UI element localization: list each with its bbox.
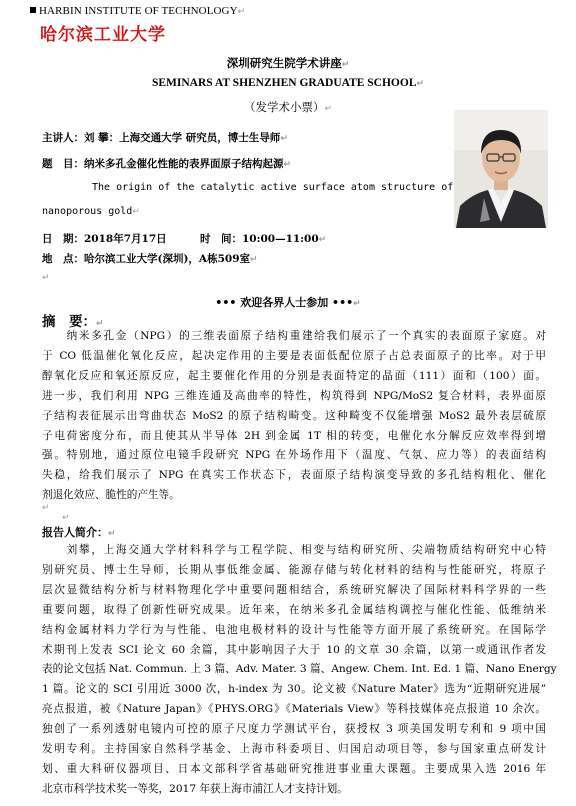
- speaker-portrait-icon: [454, 110, 548, 228]
- date-label: 日 期：: [42, 233, 84, 245]
- date-row: 日 期：2018年7月17日 时 间：10:00—11:00↵: [42, 233, 327, 245]
- bio-line: 1 篇。论文的 SCI 引用近 3000 次，h-index 为 30。论文被《Nature Mater》选为“近期研究进展”: [42, 683, 546, 696]
- place-row: 地 点：哈尔滨工业大学(深圳)，A栋509室↵: [42, 253, 258, 265]
- abstract-line: 醇氧化反应和氧还原反应，起主要催化作用的分别是表面特定的晶面（111）面和（100）面。: [42, 369, 546, 382]
- institution-name: HARBIN INSTITUTE OF TECHNOLOGY: [39, 5, 238, 17]
- bio-line: 发明专利。主持国家自然科学基金、上海市科委项目、归国启动项目等，参与国家重点研发计: [42, 743, 546, 756]
- abstract-line: 强。特别地，通过原位电镜手段研究 NPG 在外场作用下（温度、气氛、应力等）的表面结构: [42, 449, 546, 462]
- abstract-body: [42, 327, 546, 506]
- bio-line: 亮点报道，被《Nature Japan》《PHYS.ORG》《Materials View》等科技媒体亮点报道 10 余次。: [42, 703, 546, 716]
- bio-line: 独创了一系列透射电镜内可控的原子尺度力学测试平台，获授权 3 项美国发明专利和 9 项中国: [42, 723, 546, 736]
- place-value: 哈尔滨工业大学(深圳)，A栋509室: [84, 253, 250, 265]
- topic-value-cn: 纳米多孔金催化性能的表界面原子结构起源: [84, 158, 284, 170]
- topic-value-en-line2: nanoporous gold↵: [42, 206, 140, 217]
- bio-line: 北京市科学技术奖一等奖，2017 年获上海市浦江人才支持计划。: [42, 782, 348, 795]
- institution-header: HARBIN INSTITUTE OF TECHNOLOGY↵: [30, 5, 245, 17]
- abstract-line: 子结构表征展示出弯曲状态 MoS2 的原子结构畸变。这种畸变不仅能增强 MoS2 最外表层硫原: [42, 409, 546, 422]
- abstract-heading: 摘 要：↵: [42, 314, 104, 330]
- place-label: 地 点：: [42, 253, 84, 265]
- bio-line: 划、重大科研仪器项目、日本文部科学省基础研究推进事业重大课题。主要成果入选 2016 年: [42, 762, 546, 775]
- speaker-row: 主讲人：刘 攀：上海交通大学 研究员，博士生导师↵: [42, 132, 288, 144]
- abstract-line: 进一步，我们利用 NPG 三维连通及高曲率的特性，构筑得到 NPG/MoS2 复合材料，表界面原: [42, 389, 546, 402]
- bio-line: 层次显微结构分析与材料物理化学中重要问题相结合，系统研究解决了国际材料科学界的一些: [42, 583, 546, 596]
- bio-line: 表的论文包括 Nat. Commun. 上 3 篇、Adv. Mater. 3 篇、Angew. Chem. Int. Ed. 1 篇、Nano Energy: [42, 663, 557, 676]
- university-logo-text: 哈尔滨工业大学: [40, 25, 166, 45]
- ticket-note: （发学术小票）↵: [243, 100, 333, 114]
- bio-heading: 报告人简介：↵: [42, 526, 116, 539]
- abstract-line: 失稳，给我们展示了 NPG 在真实工作状态下，表面原子结构演变导致的多孔结构粗化、催化: [42, 469, 546, 482]
- abstract-line: 于 CO 低温催化氧化反应，起决定作用的主要是表面低配位原子占总表面原子的比率。对于甲: [42, 349, 546, 362]
- bio-line: 刘攀，上海交通大学材料科学与工程学院、相变与结构研究所、尖端物质结构研究中心特: [42, 544, 546, 556]
- speaker-photo: [454, 110, 548, 228]
- speaker-value: 刘 攀：上海交通大学 研究员，博士生导师: [84, 132, 281, 144]
- speaker-label: 主讲人：: [42, 132, 84, 144]
- time-value: 10:00—11:00: [241, 233, 319, 245]
- date-value: 2018年7月17日: [84, 233, 167, 245]
- bio-line: 重要问题，取得了创新性研究成果。近年来，在纳米多孔金属结构调控与催化性能、低维纳米: [42, 603, 546, 616]
- seminar-title-en: SEMINARS AT SHENZHEN GRADUATE SCHOOL↵: [151, 77, 425, 89]
- bio-body: [42, 541, 557, 800]
- abstract-line: 纳米多孔金（NPG）的三维表面原子结构重建给我们展示了一个真实的表面原子家庭。对: [42, 330, 546, 342]
- square-bullet-icon: [30, 7, 36, 13]
- bio-line: 结构金属材料力学行为与性能、电池电极材料的设计与性能等方面开展了系统研究。在国际学: [42, 623, 546, 636]
- abstract-line: 子电荷密度分布，而且使其从半导体 2H 到金属 1T 相的转变，电催化水分解反应效率得到增: [42, 429, 546, 442]
- bio-line: 别研究员、博士生导师，长期从事低维金属、能源存储与转化材料的结构与性能研究，将原子: [42, 563, 546, 576]
- abstract-line: 剂退化效应、脆性的产生等。: [42, 489, 180, 502]
- topic-label: 题 目：: [42, 158, 84, 170]
- welcome-banner: ••• 欢迎各界人士参加 •••↵: [215, 296, 361, 309]
- time-label: 时 间：: [199, 233, 242, 245]
- topic-row: 题 目：纳米多孔金催化性能的表界面原子结构起源↵: [42, 158, 292, 170]
- bio-line: 术期刊上发表 SCI 论文 60 余篇，其中影响因子大于 10 的文章 30 余篇，以第一或通讯作者发: [42, 643, 546, 656]
- seminar-title-cn: 深圳研究生院学术讲座↵: [226, 56, 350, 70]
- topic-value-en-line1: The origin of the catalytic active surface atom structure of: [92, 182, 454, 193]
